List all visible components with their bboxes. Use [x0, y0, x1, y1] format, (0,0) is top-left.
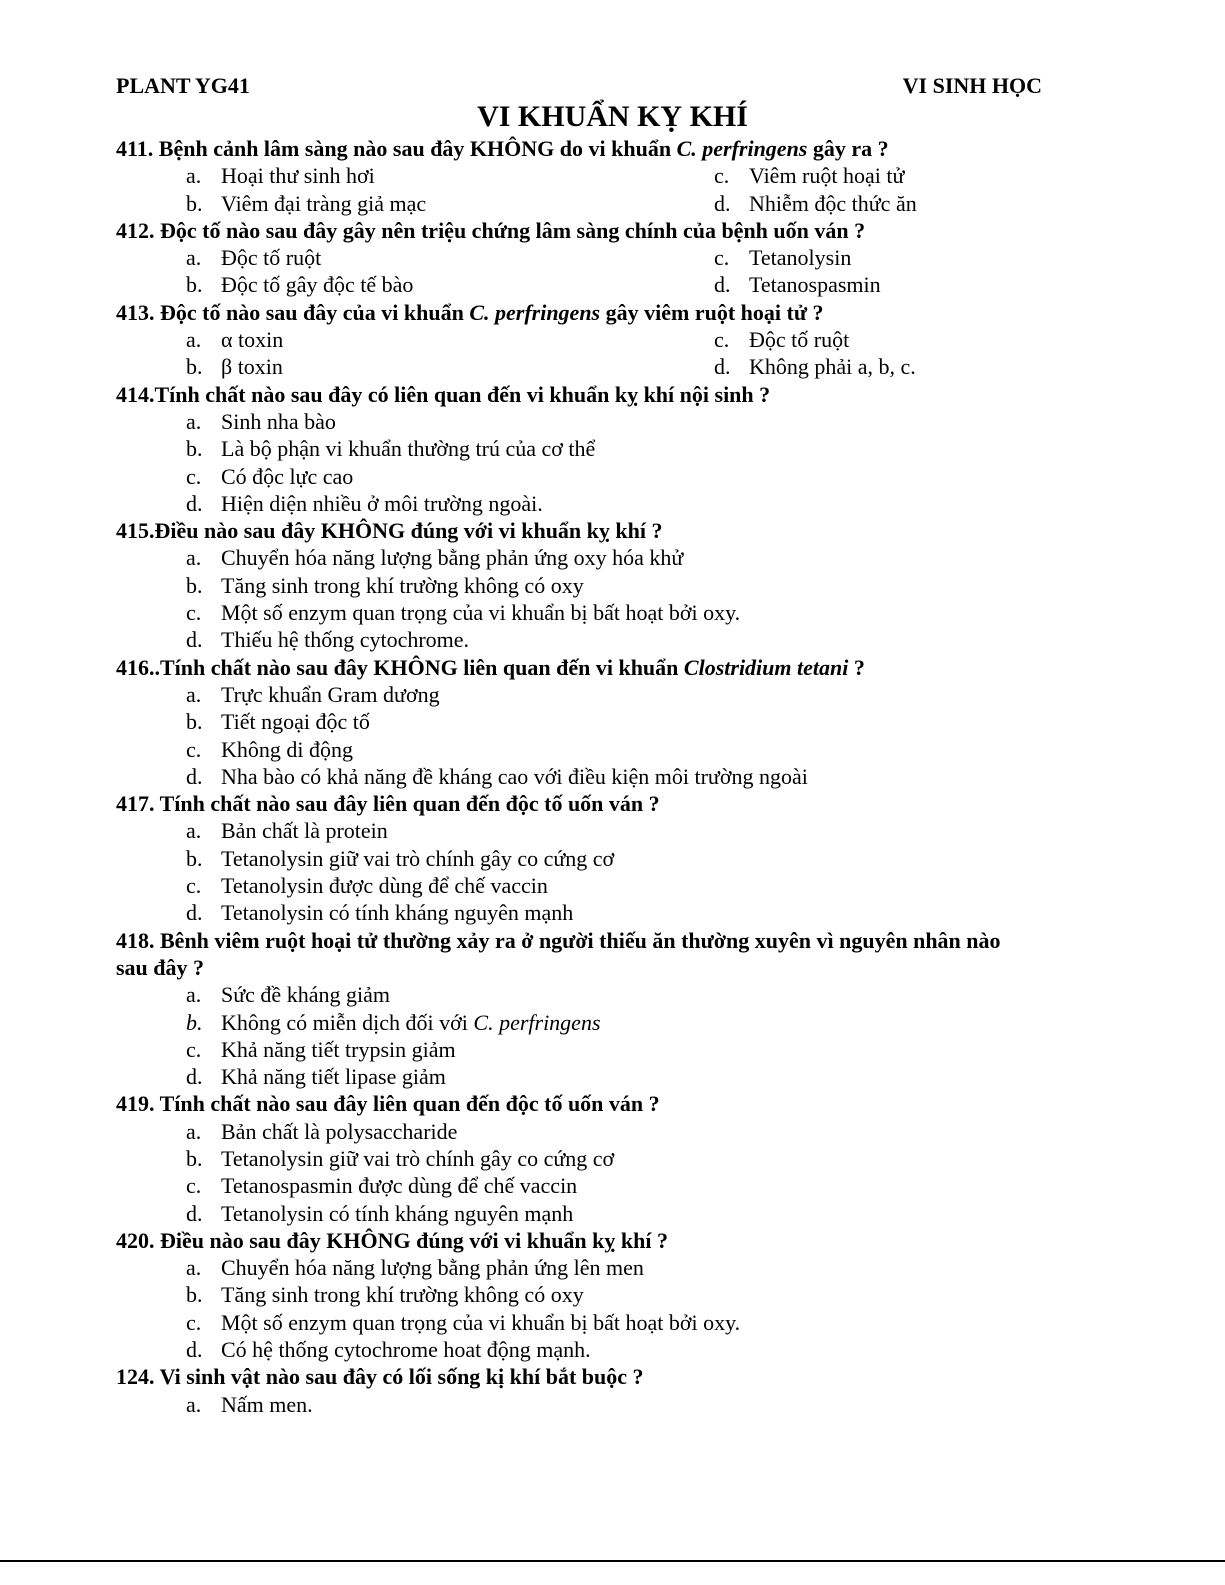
question-416: 416..Tính chất nào sau đây KHÔNG liên quan đến vi khuẩn Clostridium tetani ? [116, 654, 865, 680]
option-text: Chuyển hóa năng lượng bằng phản ứng oxy hóa khử [221, 545, 684, 571]
option-label: a. [186, 1391, 202, 1417]
option-text: Tetanolysin được dùng để chế vaccin [221, 873, 548, 899]
option-label: c. [714, 327, 730, 353]
option [116, 681, 1096, 708]
option-text: Tetanospasmin được dùng để chế vaccin [221, 1173, 578, 1199]
option-text: Tetanolysin có tính kháng nguyên mạnh [221, 900, 574, 926]
option-text: Khả năng tiết trypsin giảm [221, 1036, 456, 1062]
option-text: Chuyển hóa năng lượng bằng phản ứng lên men [221, 1255, 644, 1281]
option-text: Thiếu hệ thống cytochrome. [221, 627, 470, 653]
option-label: b. [186, 1145, 203, 1171]
option [116, 1309, 1096, 1336]
option [116, 817, 1096, 844]
option-label: b. [186, 572, 203, 598]
option-label: c. [186, 600, 202, 626]
options-row [116, 190, 1096, 217]
option-text: Bản chất là polysaccharide [221, 1118, 458, 1144]
option [116, 599, 1096, 626]
option-label: a. [186, 1255, 202, 1281]
header-left: PLANT YG41 [116, 73, 250, 98]
option-label: d. [186, 490, 203, 516]
question-418: 418. Bênh viêm ruột hoại tử thường xảy ra ở người thiếu ăn thường xuyên vì nguyên nhân nào [116, 927, 1001, 953]
option-text: Nấm men. [221, 1391, 313, 1417]
question-list [116, 135, 1096, 1418]
option-text: Có độc lực cao [221, 463, 354, 489]
option-text: Bản chất là protein [221, 818, 388, 844]
option-label: d. [714, 272, 731, 298]
option-label: c. [186, 873, 202, 899]
option-label: a. [186, 163, 202, 189]
option-text: Độc tố ruột [749, 327, 850, 353]
option-label: a. [186, 1118, 202, 1144]
option [116, 1063, 1096, 1090]
question-411: 411. Bệnh cảnh lâm sàng nào sau đây KHÔNG do vi khuẩn C. perfringens gây ra ? [116, 136, 889, 161]
option-label: d. [186, 1200, 203, 1226]
option-text: Có hệ thống cytochrome hoat động mạnh. [221, 1337, 591, 1363]
option [116, 899, 1096, 926]
option-label: a. [186, 245, 202, 271]
option-label: a. [186, 327, 202, 353]
options-row [116, 271, 1096, 298]
option-text: Tetanolysin giữ vai trò chính gây co cứng cơ [221, 1145, 615, 1171]
option [116, 1145, 1096, 1172]
option-text: Tăng sinh trong khí trường không có oxy [221, 1282, 584, 1308]
option-label: b. [186, 1282, 203, 1308]
option-label: b. [186, 436, 203, 462]
option-text: Độc tố gây độc tế bào [221, 272, 414, 298]
option-text: Khả năng tiết lipase giảm [221, 1064, 446, 1090]
option-label: c. [186, 736, 202, 762]
question-419: 419. Tính chất nào sau đây liên quan đến độc tố uốn ván ? [116, 1091, 660, 1117]
option-label: b. [186, 272, 203, 298]
option-label: c. [186, 463, 202, 489]
option [116, 981, 1096, 1008]
question-418-cont: sau đây ? [116, 954, 205, 980]
option-text: Tăng sinh trong khí trường không có oxy [221, 572, 584, 598]
option-text: Tetanolysin giữ vai trò chính gây co cứng cơ [221, 845, 615, 871]
option-label: d. [714, 354, 731, 380]
option-text: β toxin [221, 354, 283, 380]
option-label: c. [714, 245, 730, 271]
option [116, 1172, 1096, 1199]
option-text: Không di động [221, 736, 353, 762]
option [116, 572, 1096, 599]
option [116, 1200, 1096, 1227]
option [116, 435, 1096, 462]
option-text: Viêm đại tràng giả mạc [221, 190, 427, 216]
option-label: a. [186, 982, 202, 1008]
option-text: Nhiễm độc thức ăn [749, 190, 917, 216]
option [116, 1281, 1096, 1308]
option [116, 708, 1096, 735]
option-text: Tetanolysin [749, 245, 852, 271]
option-text: Hoại thư sinh hơi [221, 163, 375, 189]
option-label: c. [186, 1036, 202, 1062]
option [116, 763, 1096, 790]
option-label: b. [186, 845, 203, 871]
option-text: Viêm ruột hoại tử [749, 163, 905, 189]
option-label: b. [186, 354, 203, 380]
option [116, 490, 1096, 517]
question-414: 414.Tính chất nào sau đây có liên quan đến vi khuẩn kỵ khí nội sinh ? [116, 381, 771, 407]
option-label: a. [186, 818, 202, 844]
option-label: d. [186, 1064, 203, 1090]
option [116, 1254, 1096, 1281]
option [116, 1009, 1096, 1036]
options-row [116, 353, 1096, 380]
question-413: 413. Độc tố nào sau đây của vi khuẩn C. perfringens gây viêm ruột hoại tử ? [116, 299, 824, 325]
option-label: d. [186, 900, 203, 926]
options-row [116, 162, 1096, 189]
options-row [116, 326, 1096, 353]
option [116, 626, 1096, 653]
option-text: Sinh nha bào [221, 408, 336, 434]
option-label: a. [186, 681, 202, 707]
question-415: 415.Điều nào sau đây KHÔNG đúng với vi khuẩn kỵ khí ? [116, 518, 663, 544]
option-label: c. [714, 163, 730, 189]
header-right: VI SINH HỌC [902, 73, 1042, 98]
bottom-divider [0, 1560, 1225, 1562]
option-label: c. [186, 1173, 202, 1199]
option-label: b. [186, 1009, 203, 1035]
option [116, 1391, 1096, 1418]
option-text: Độc tố ruột [221, 245, 322, 271]
option-text: Tiết ngoại độc tố [221, 709, 370, 735]
option [116, 544, 1096, 571]
option-text: Là bộ phận vi khuẩn thường trú của cơ thể [221, 436, 596, 462]
question-124: 124. Vi sinh vật nào sau đây có lối sống kị khí bắt buộc ? [116, 1364, 644, 1390]
option [116, 1036, 1096, 1063]
option-label: d. [714, 190, 731, 216]
option [116, 1118, 1096, 1145]
question-412: 412. Độc tố nào sau đây gây nên triệu chứng lâm sàng chính của bệnh uốn ván ? [116, 217, 866, 243]
option-text: Sức đề kháng giảm [221, 982, 390, 1008]
page-title: VI KHUẨN KỴ KHÍ [477, 100, 748, 133]
option-text: Trực khuẩn Gram dương [221, 681, 440, 707]
option [116, 463, 1096, 490]
option-label: a. [186, 408, 202, 434]
option [116, 1336, 1096, 1363]
option-text: α toxin [221, 327, 284, 353]
option-text: Tetanolysin có tính kháng nguyên mạnh [221, 1200, 574, 1226]
option-label: b. [186, 190, 203, 216]
option-label: d. [186, 1337, 203, 1363]
option-label: d. [186, 627, 203, 653]
question-417: 417. Tính chất nào sau đây liên quan đến độc tố uốn ván ? [116, 791, 660, 817]
option-label: b. [186, 709, 203, 735]
option [116, 872, 1096, 899]
option-text: Một số enzym quan trọng của vi khuẩn bị bất hoạt bởi oxy. [221, 600, 741, 626]
option-text: Hiện diện nhiều ở môi trường ngoài. [221, 490, 543, 516]
option-label: d. [186, 763, 203, 789]
option-text: Tetanospasmin [749, 272, 881, 298]
option [116, 845, 1096, 872]
option-label: c. [186, 1309, 202, 1335]
options-row [116, 244, 1096, 271]
option-text: Không có miễn dịch đối với C. perfringens [221, 1009, 601, 1035]
option [116, 408, 1096, 435]
option-label: a. [186, 545, 202, 571]
option-text: Nha bào có khả năng đề kháng cao với điều kiện môi trường ngoài [221, 763, 808, 789]
option-text: Không phải a, b, c. [749, 354, 916, 380]
option-text: Một số enzym quan trọng của vi khuẩn bị bất hoạt bởi oxy. [221, 1309, 741, 1335]
question-420: 420. Điều nào sau đây KHÔNG đúng với vi khuẩn kỵ khí ? [116, 1227, 668, 1253]
option [116, 736, 1096, 763]
